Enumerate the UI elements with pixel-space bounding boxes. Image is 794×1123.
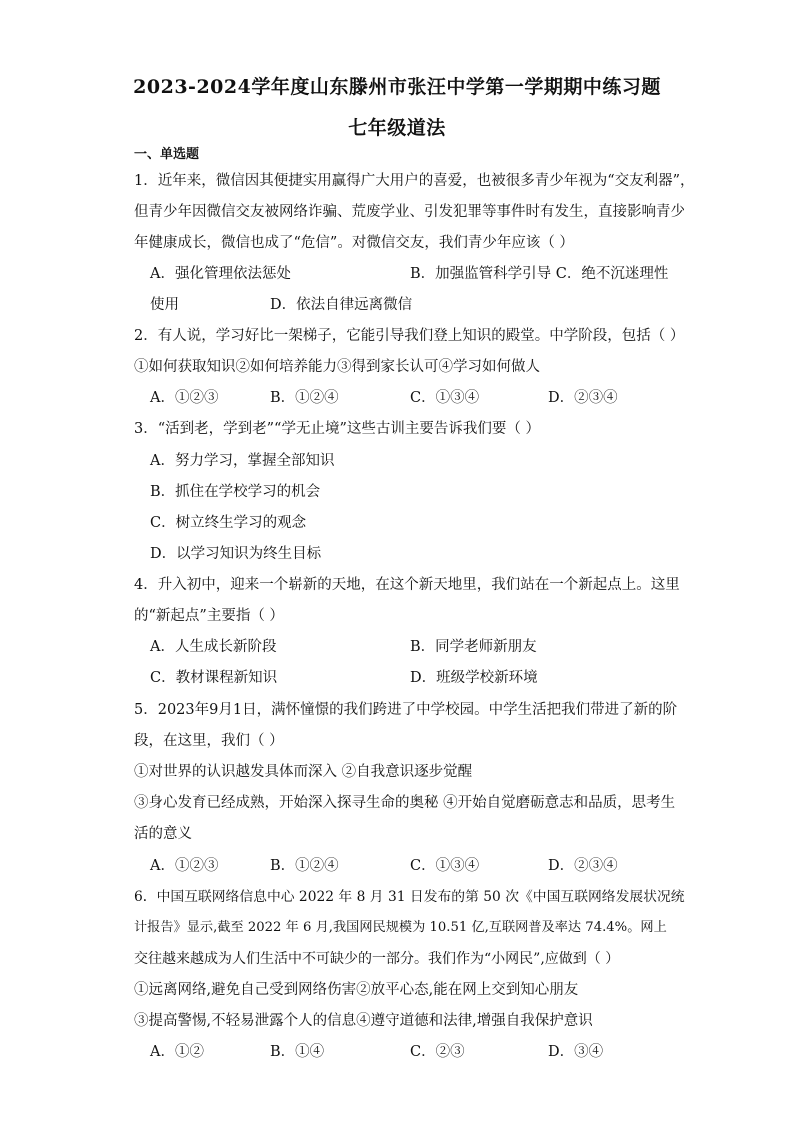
- q3-option-b: B．抓住在学校学习的机会: [150, 484, 321, 500]
- q5-stem-line2: 段，在这里，我们（ ）: [134, 733, 284, 749]
- q6-stem-line2: 计报告》显示,截至 2022 年 6 月,我国网民规模为 10.51 亿,互联网普及率达 74.4%。网上: [134, 920, 667, 935]
- q2-option-a: A．①②③: [150, 390, 219, 406]
- q6-option-b: B．①④: [270, 1044, 325, 1060]
- q3-option-c: C．树立终生学习的观念: [150, 515, 307, 531]
- q2-stem-line2: ①如何获取知识②如何培养能力③得到家长认可④学习如何做人: [134, 359, 540, 375]
- section-heading: 一、单选题: [134, 147, 200, 162]
- q1-stem-line1: 1．近年来，微信因其便捷实用赢得广大用户的喜爱，也被很多青少年视为“交友利器”，: [134, 173, 695, 189]
- exam-subtitle: 七年级道法: [348, 117, 446, 139]
- q1-option-d: D．依法自律远离微信: [270, 297, 413, 313]
- q1-option-a: A．强化管理依法惩处: [150, 266, 291, 282]
- q3-stem-line1: 3．“活到老，学到老”“学无止境”这些古训主要告诉我们要（ ）: [134, 421, 540, 437]
- q5-statement-line2: ③身心发育已经成熟，开始深入探寻生命的奥秘 ④开始自觉磨砺意志和品质，思考生: [134, 795, 676, 811]
- q1-option-bc: B．加强监管科学引导 C．绝不沉迷理性: [410, 266, 669, 282]
- q3-option-d: D．以学习知识为终生目标: [150, 546, 322, 562]
- q5-option-c: C．①③④: [410, 858, 480, 874]
- q1-stem-line2: 但青少年因微信交友被网络诈骗、荒废学业、引发犯罪等事件时有发生，直接影响青少: [134, 204, 685, 220]
- q1-option-c-cont: 使用: [150, 297, 179, 313]
- q2-option-b: B．①②④: [270, 390, 339, 406]
- q2-stem-line1: 2．有人说，学习好比一架梯子，它能引导我们登上知识的殿堂。中学阶段，包括（ ）: [134, 328, 685, 344]
- q6-stem-line3: 交往越来越成为人们生活中不可缺少的一部分。我们作为“小网民”,应做到（ ）: [134, 951, 620, 967]
- q5-statement-line3: 活的意义: [134, 826, 192, 842]
- q2-option-d: D．②③④: [548, 390, 618, 406]
- q4-option-a: A．人生成长新阶段: [150, 639, 277, 655]
- q2-option-c: C．①③④: [410, 390, 480, 406]
- q5-option-b: B．①②④: [270, 858, 339, 874]
- q5-statement-line1: ①对世界的认识越发具体而深入 ②自我意识逐步觉醒: [134, 764, 473, 780]
- q6-stem-line1: 6．中国互联网络信息中心 2022 年 8 月 31 日发布的第 50 次《中国互联网络发展状况统: [134, 889, 685, 905]
- q5-option-a: A．①②③: [150, 858, 219, 874]
- q5-stem-line1: 5．2023年9月1日，满怀憧憬的我们跨进了中学校园。中学生活把我们带进了新的阶: [134, 702, 678, 718]
- q6-statement-line1: ①远离网络,避免自己受到网络伤害②放平心态,能在网上交到知心朋友: [134, 982, 579, 998]
- q4-stem-line2: 的“新起点”主要指（ ）: [134, 608, 284, 624]
- q4-stem-line1: 4．升入初中，迎来一个崭新的天地，在这个新天地里，我们站在一个新起点上。这里: [134, 577, 680, 593]
- q3-option-a: A．努力学习，掌握全部知识: [150, 453, 335, 469]
- q6-statement-line2: ③提高警惕,不轻易泄露个人的信息④遵守道德和法律,增强自我保护意识: [134, 1013, 593, 1029]
- q1-stem-line3: 年健康成长，微信也成了“危信”。对微信交友，我们青少年应该（ ）: [134, 235, 574, 251]
- q5-option-d: D．②③④: [548, 858, 618, 874]
- q6-option-a: A．①②: [150, 1044, 204, 1060]
- q6-option-c: C．②③: [410, 1044, 465, 1060]
- q6-option-d: D．③④: [548, 1044, 604, 1060]
- q4-option-b: B．同学老师新朋友: [410, 639, 537, 655]
- q4-option-d: D．班级学校新环境: [410, 670, 538, 686]
- q4-option-c: C．教材课程新知识: [150, 670, 278, 686]
- exam-title: 2023-2024学年度山东滕州市张汪中学第一学期期中练习题: [133, 76, 661, 98]
